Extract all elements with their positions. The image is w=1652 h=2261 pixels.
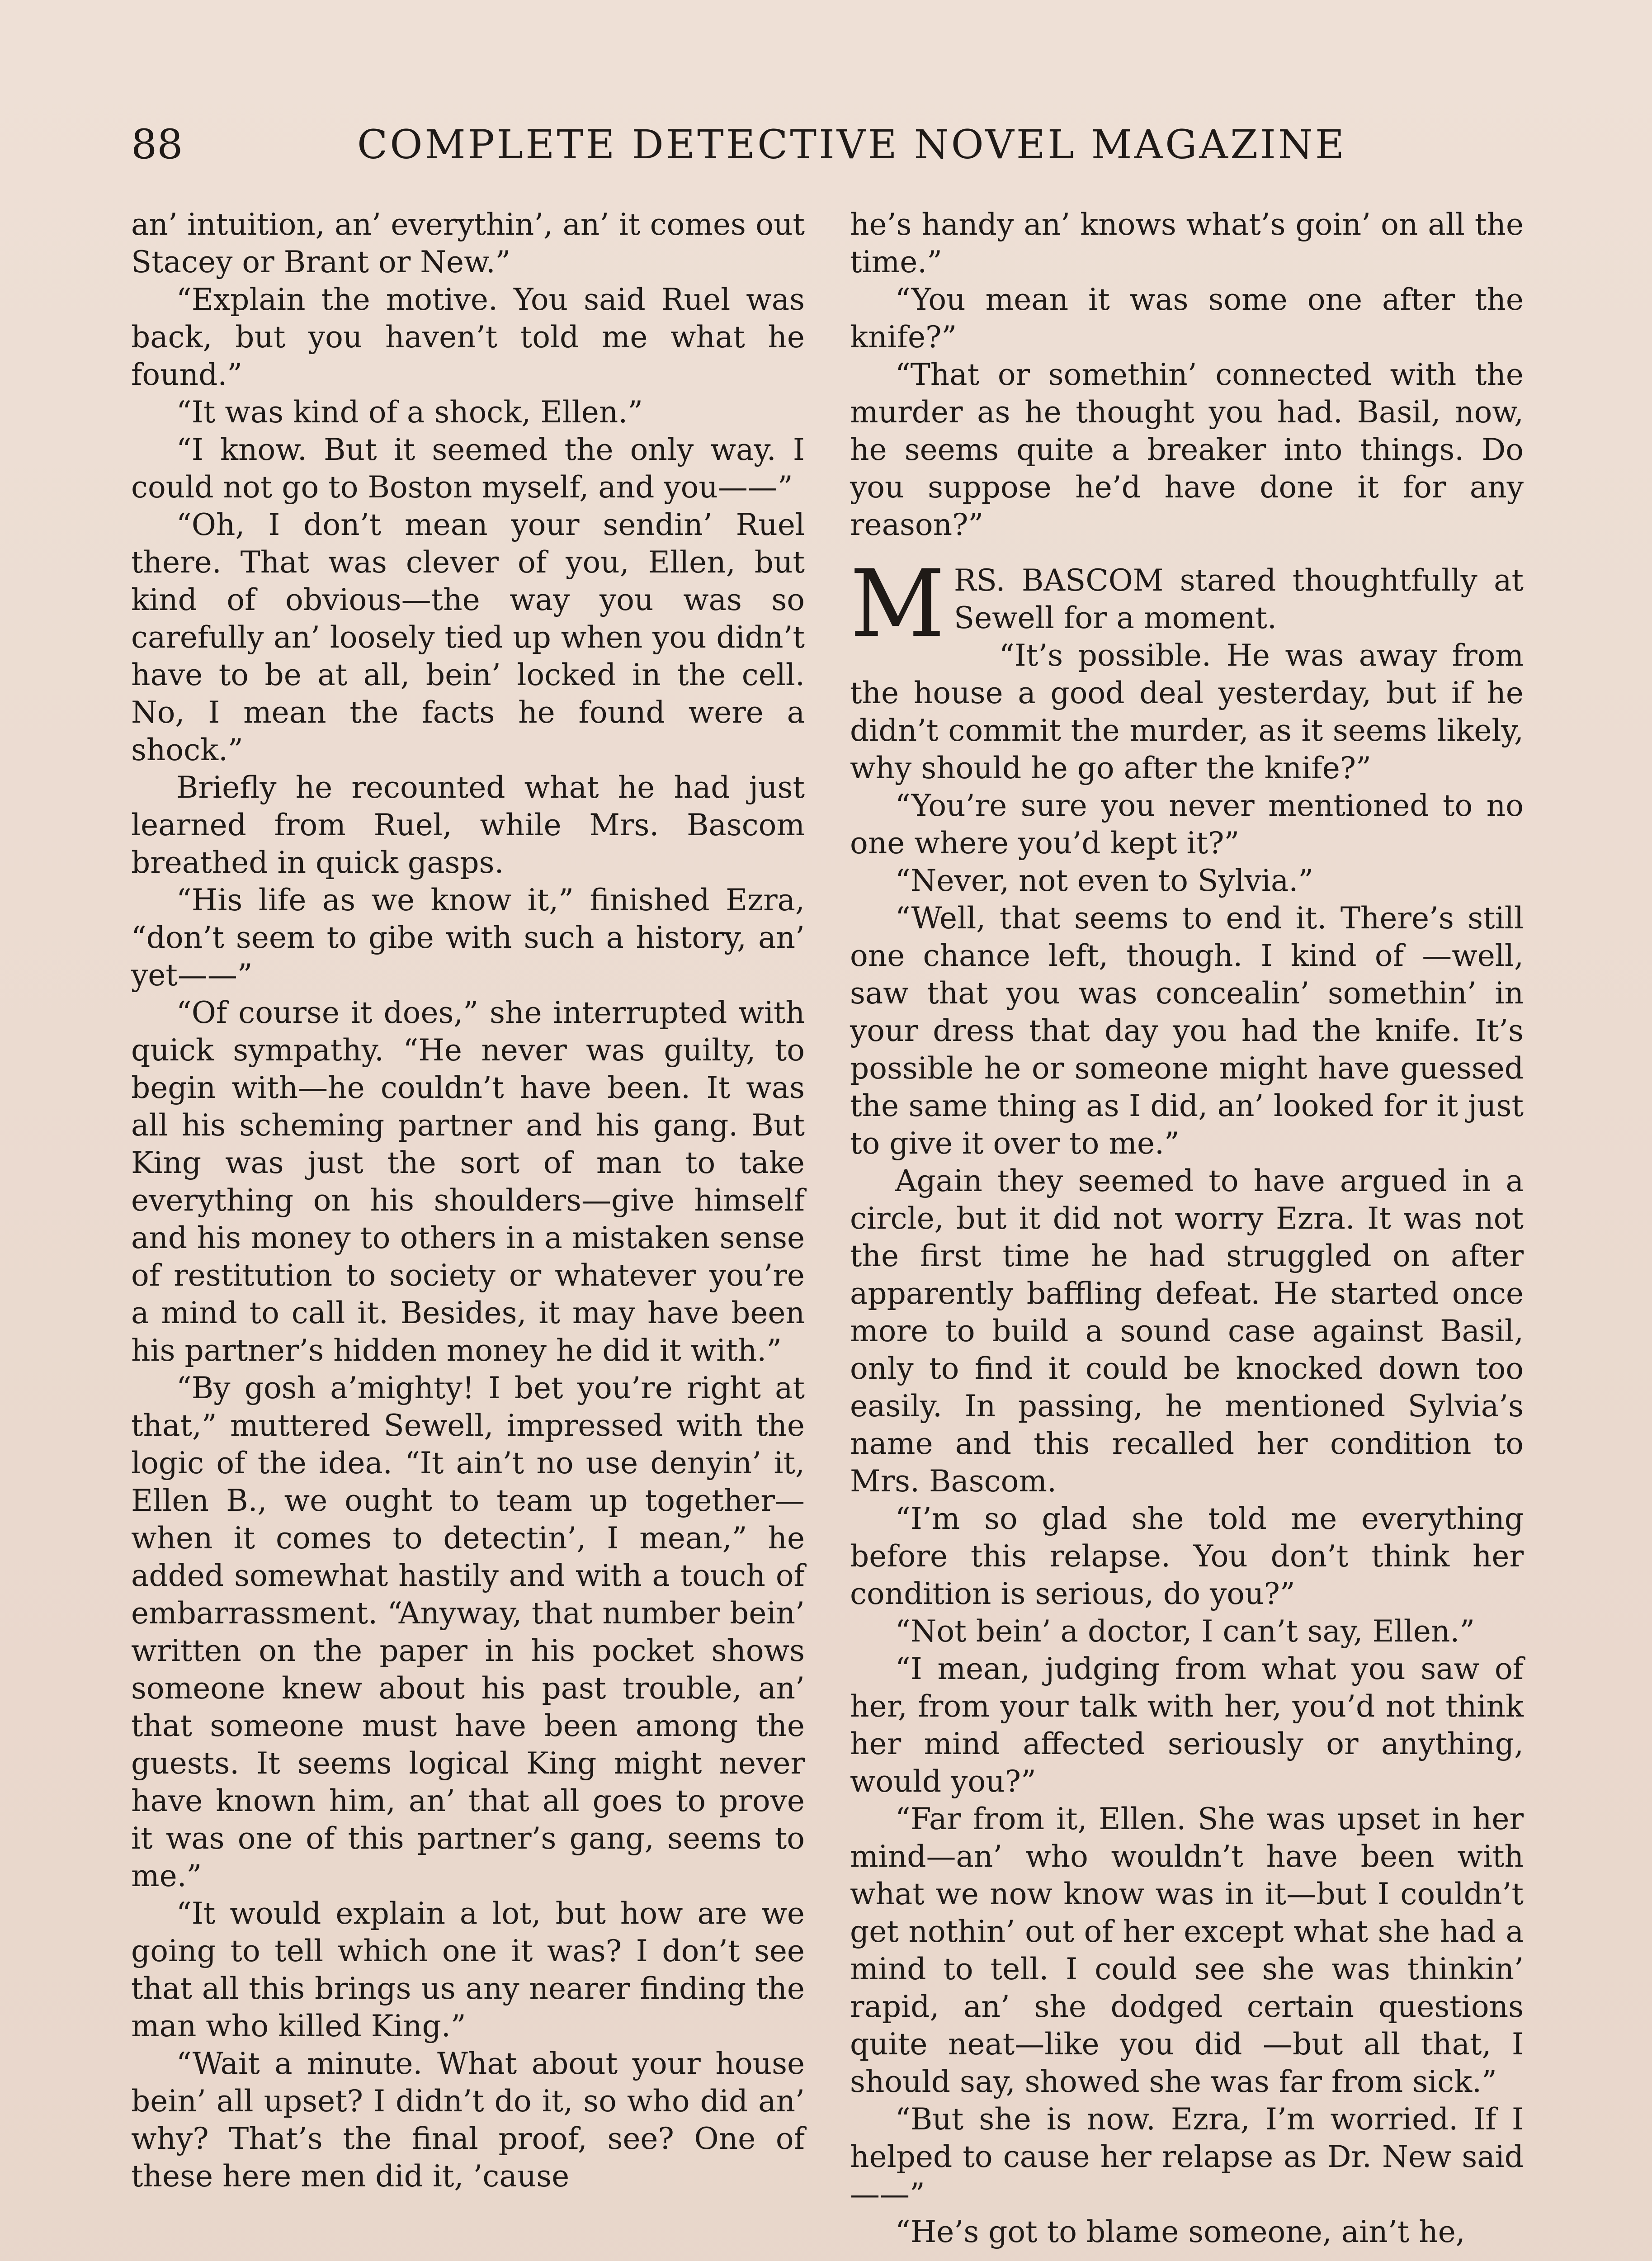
paragraph: “You’re sure you never mentioned to no one where you’d kept it?” (850, 788, 1524, 861)
page-number: 88 (131, 121, 183, 168)
paragraph: “Never, not even to Sylvia.” (895, 863, 1314, 898)
paragraph: “It’s possible. He was away from the house a good deal yesterday, but if he didn’t commit the murder, as it seems likely, why should he go after the knife?” (850, 638, 1524, 785)
paragraph: “Well, that seems to end it. There’s still one chance left, though. I kind of —well, saw that you was concealin’ somethin’ in your dress that day you had the knife. It’s possible he or someone might have guessed the same thing as I did, an’ looked for it just to give it over to me.” (850, 901, 1524, 1161)
paragraph: he’s handy an’ knows what’s goin’ on all the time.” (850, 207, 1524, 279)
paragraph-text: RS. BASCOM stared thoughtfully at Sewell for a moment. (953, 563, 1524, 635)
running-title: COMPLETE DETECTIVE NOVEL MAGAZINE (357, 121, 1347, 168)
page-header (131, 115, 1524, 174)
paragraph: “It would explain a lot, but how are we going to tell which one it was? I don’t see that all this brings us any nearer finding the man who killed King.” (131, 1896, 805, 2043)
paragraph: “By gosh a’mighty! I bet you’re right at that,” muttered Sewell, impressed with the logic of the idea. “It ain’t no use denyin’ it, Ellen B., we ought to team up together—when it comes to detectin’, I mean,” he added somewhat hastily and with a touch of embarrassment. “Anyway, that number bein’ written on the paper in his pocket shows someone knew about his past trouble, an’ that someone must have been among the guests. It seems logical King might never have known him, an’ that all goes to prove it was one of this partner’s gang, seems to me.” (131, 1371, 805, 1893)
paragraph: “Of course it does,” she interrupted with quick sympathy. “He never was guilty, to begin with—he couldn’t have been. It was all his scheming partner and his gang. But King was just the sort of man to take everything on his shoulders—give himself and his money to others in a mistaken sense of restitution to society or whatever you’re a mind to call it. Besides, it may have been his partner’s hidden money he did it with.” (131, 995, 805, 1368)
paragraph: Again they seemed to have argued in a circle, but it did not worry Ezra. It was not the first time he had struggled on after apparently baffling defeat. He started once more to build a sound case against Basil, only to find it could be knocked down too easily. In passing, he mentioned Sylvia’s name and this recalled her condition to Mrs. Bascom. (850, 1164, 1524, 1499)
paragraph: “Wait a minute. What about your house bein’ all upset? I didn’t do it, so who did an’ why? That’s the final proof, see? One of these here men did it, ’cause (131, 2046, 805, 2194)
paragraph: “That or somethin’ connected with the murder as he thought you had. Basil, now, he seems quite a breaker into things. Do you suppose he’d have done it for any reason?” (850, 357, 1524, 542)
paragraph: “But she is now. Ezra, I’m worried. If I helped to cause her relapse as Dr. New said——” (850, 2102, 1524, 2212)
paragraph: “His life as we know it,” finished Ezra, “don’t seem to gibe with such a history, an’ yet——” (131, 883, 805, 993)
paragraph: “Explain the motive. You said Ruel was back, but you haven’t told me what he found.” (131, 282, 805, 392)
paragraph: “I know. But it seemed the only way. I could not go to Boston myself, and you——” (131, 432, 805, 505)
drop-cap: M (850, 550, 945, 658)
paragraph: “I’m so glad she told me everything before this relapse. You don’t think her condition is serious, do you?” (850, 1501, 1524, 1611)
paragraph: “Far from it, Ellen. She was upset in her mind—an’ who wouldn’t have been with what we now know was in it—but I couldn’t get nothin’ out of her except what she had a mind to tell. I could see she was thinkin’ rapid, an’ she dodged certain questions quite neat—like you did —but all that, I should say, showed she was far from sick.” (850, 1802, 1524, 2099)
paragraph: “It was kind of a shock, Ellen.” (176, 395, 643, 430)
paragraph: “He’s got to blame someone, ain’t he, (895, 2214, 1465, 2249)
paragraph: Briefly he recounted what he had just learned from Ruel, while Mrs. Bascom breathed in quick gasps. (131, 770, 805, 880)
paragraph: “Oh, I don’t mean your sendin’ Ruel there. That was clever of you, Ellen, but kind of obvious—the way you was so carefully an’ loosely tied up when you didn’t have to be at all, bein’ locked in the cell. No, I mean the facts he found were a shock.” (131, 507, 805, 767)
right-column (850, 206, 1524, 2251)
paragraph: “Not bein’ a doctor, I can’t say, Ellen.” (895, 1614, 1475, 1649)
section-break (850, 550, 1524, 658)
left-column (131, 206, 805, 2195)
section-opening-paragraph (850, 550, 1524, 658)
paragraph: “You mean it was some one after the knife?” (850, 282, 1524, 355)
paragraph: an’ intuition, an’ everythin’, an’ it comes out Stacey or Brant or New.” (131, 207, 805, 279)
paragraph: “I mean, judging from what you saw of her, from your talk with her, you’d not think her mind affected seriously or anything, would you?” (850, 1651, 1524, 1799)
